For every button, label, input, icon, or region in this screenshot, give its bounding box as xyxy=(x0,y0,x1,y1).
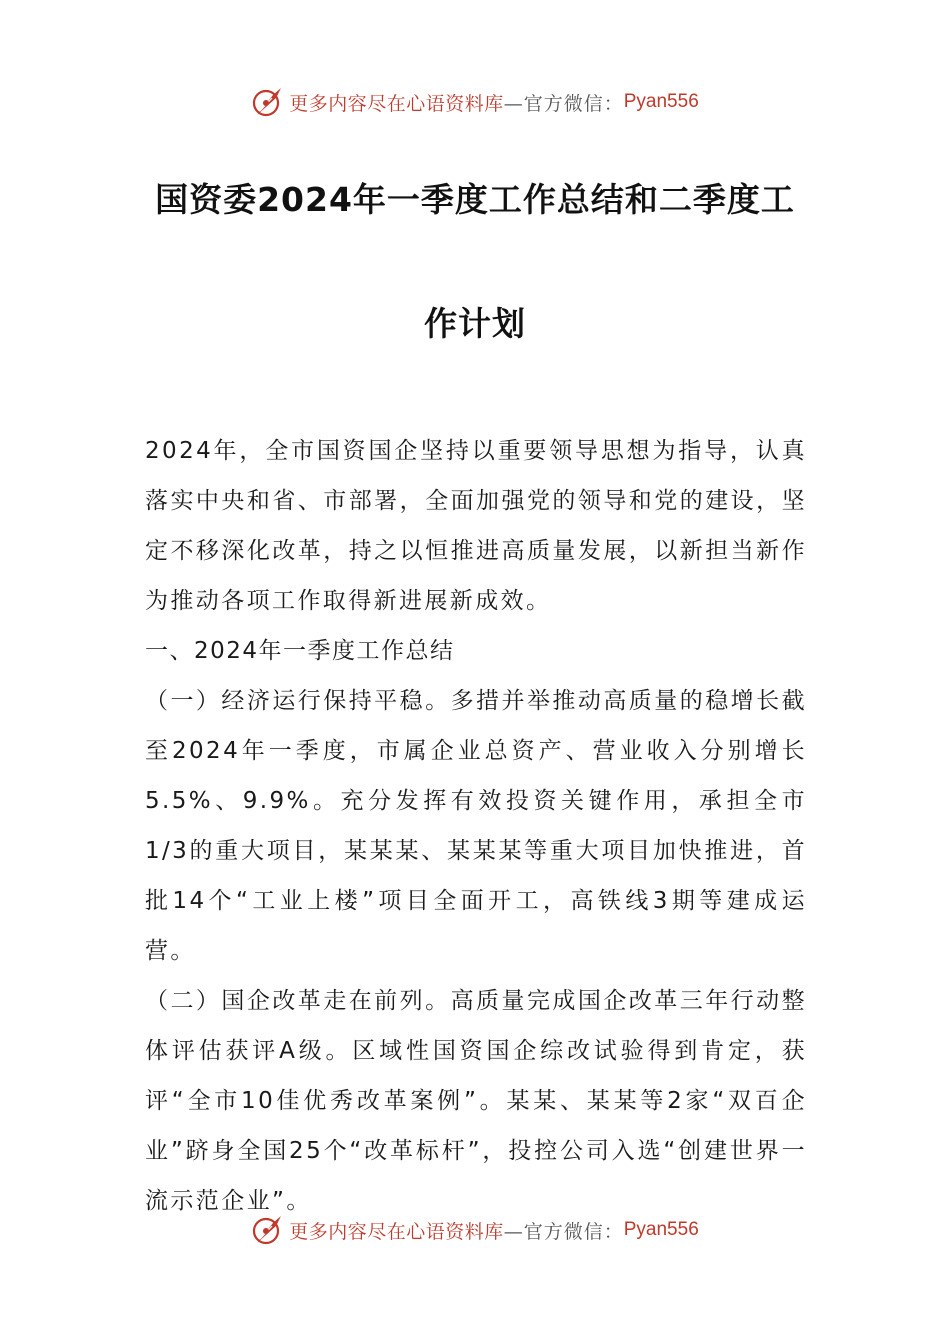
quill-logo-icon xyxy=(251,85,285,119)
watermark-banner-top xyxy=(0,82,950,122)
section-heading-1: 一、2024年一季度工作总结 xyxy=(145,638,455,664)
watermark-wechat-id: Pyan556 xyxy=(623,1219,699,1240)
watermark-text: 更多内容尽在心语资料库 xyxy=(289,1220,504,1243)
document-body xyxy=(145,426,807,1226)
watermark-wechat-id: Pyan556 xyxy=(623,91,699,112)
quill-logo-icon xyxy=(251,1213,285,1247)
document-title-line-2: 作计划 xyxy=(424,304,526,343)
watermark-separator: —官方微信： xyxy=(503,1220,624,1243)
watermark-text: 更多内容尽在心语资料库 xyxy=(289,92,504,115)
watermark-banner-bottom xyxy=(0,1210,950,1250)
document-title-line-1: 国资委2024年一季度工作总结和二季度工 xyxy=(155,180,795,219)
watermark-separator: —官方微信： xyxy=(503,92,624,115)
paragraph-intro: 2024年，全市国资国企坚持以重要领导思想为指导，认真落实中央和省、市部署，全面加强党的领导和党的建设，坚定不移深化改革，持之以恒推进高质量发展，以新担当新作为推动各项工作取得新进展新成效。 xyxy=(145,438,807,614)
paragraph-economy: （一）经济运行保持平稳。多措并举推动高质量的稳增长截至2024年一季度，市属企业总资产、营业收入分别增长5.5%、9.9%。充分发挥有效投资关键作用，承担全市1/3的重大项目，某某某、某某某等重大项目加快推进，首批14个“工业上楼”项目全面开工，高铁线3期等建成运营。 xyxy=(145,688,807,964)
paragraph-reform: （二）国企改革走在前列。高质量完成国企改革三年行动整体评估获评A级。区域性国资国企综改试验得到肯定，获评“全市10佳优秀改革案例”。某某、某某等2家“双百企业”跻身全国25个“改革标杆”，投控公司入选“创建世界一流示范企业”。 xyxy=(145,988,807,1214)
